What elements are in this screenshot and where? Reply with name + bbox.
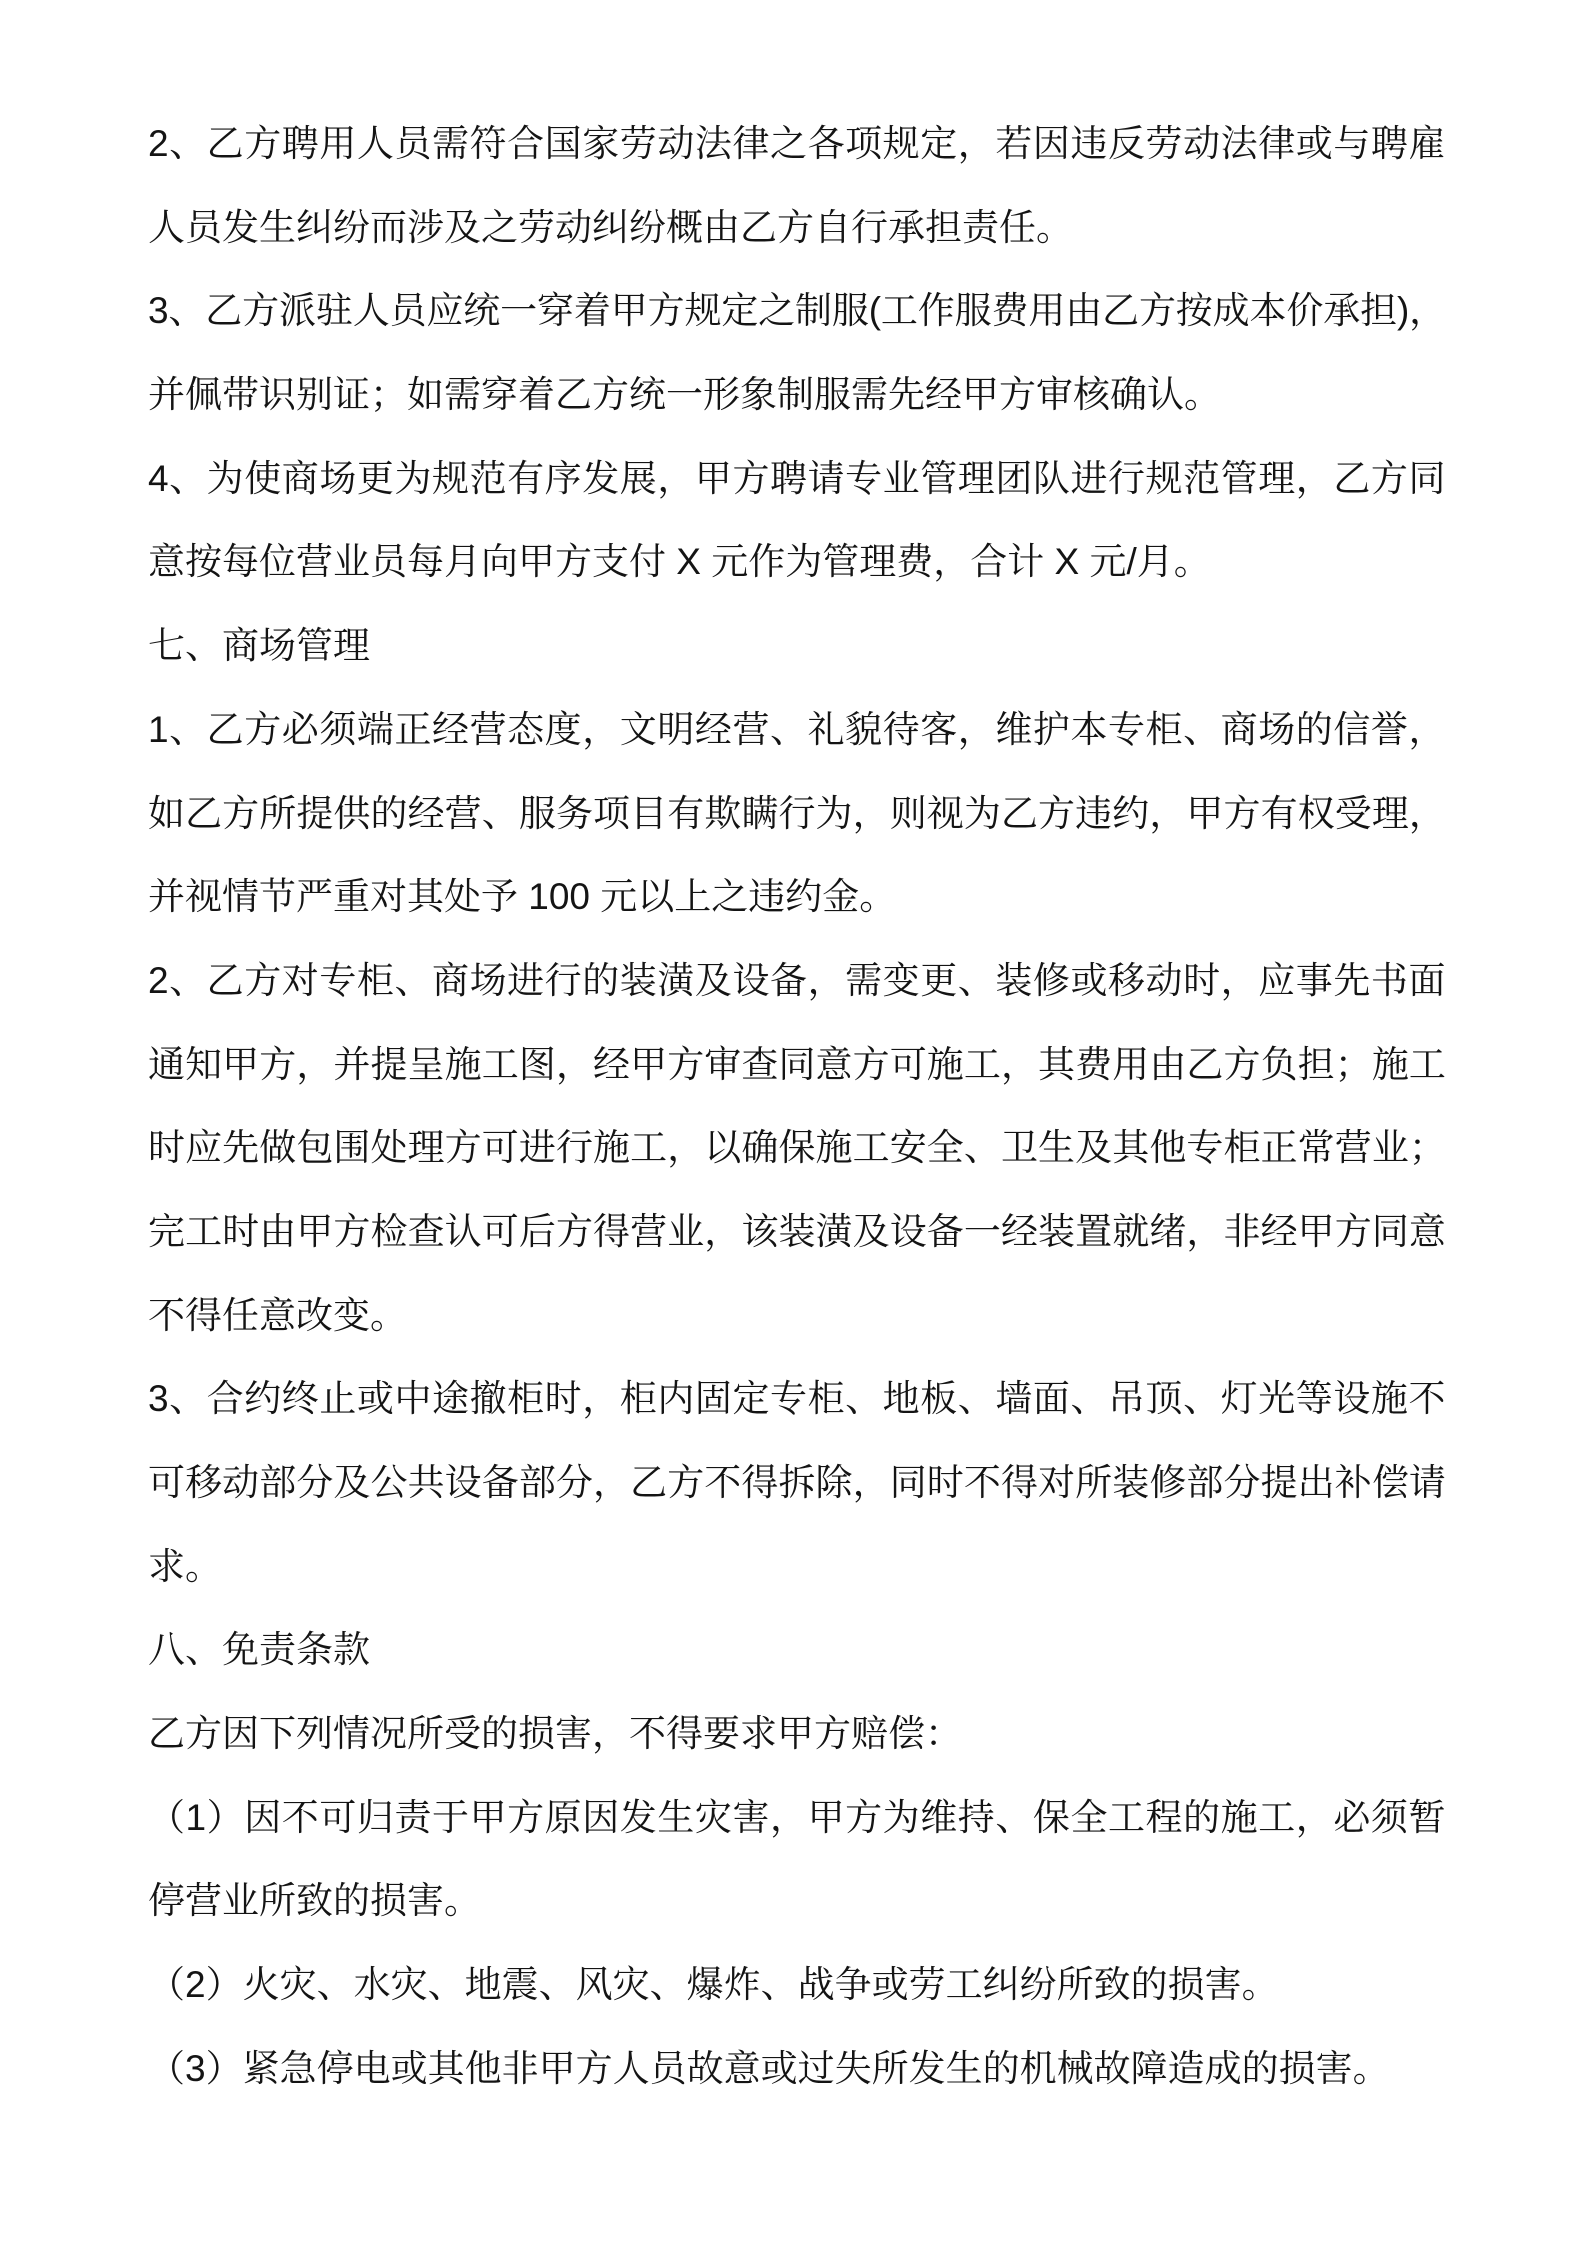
section-exemption: [148, 1608, 1446, 2110]
clause-line: 完工时由甲方检查认可后方得营业，该装潢及设备一经装置就绪，非经甲方同意: [148, 1210, 1446, 1252]
clause-line: 意按每位营业员每月向甲方支付 X 元作为管理费，合计 X 元/月。: [148, 541, 1211, 583]
clause-line: 2、乙方对专柜、商场进行的装潢及设备，需变更、装修或移动时，应事先书面: [148, 959, 1446, 1001]
clause-3: [148, 1357, 1446, 1608]
clause-line: 并佩带识别证；如需穿着乙方统一形象制服需先经甲方审核确认。: [148, 374, 1221, 416]
section-intro: 乙方因下列情况所受的损害，不得要求甲方赔偿：: [148, 1713, 962, 1755]
clause-line: 通知甲方，并提呈施工图，经甲方审查同意方可施工，其费用由乙方负担；施工: [148, 1043, 1446, 1085]
clause-line: 并视情节严重对其处予 100 元以上之违约金。: [148, 876, 897, 918]
clause-line: 人员发生纠纷而涉及之劳动纠纷概由乙方自行承担责任。: [148, 206, 1073, 248]
clause-2: [148, 939, 1446, 1357]
section-heading: 七、商场管理: [148, 625, 370, 667]
clause-line: 4、为使商场更为规范有序发展，甲方聘请专业管理团队进行规范管理，乙方同: [148, 457, 1446, 499]
clause-2: [148, 102, 1446, 269]
clause-1: [148, 688, 1446, 939]
clause-line: 不得任意改变。: [148, 1294, 407, 1336]
clause-line: 时应先做包围处理方可进行施工，以确保施工安全、卫生及其他专柜正常营业；: [148, 1127, 1446, 1169]
exemption-item-1: [148, 1776, 1446, 1943]
clause-line: 1、乙方必须端正经营态度，文明经营、礼貌待客，维护本专柜、商场的信誉，: [148, 708, 1446, 750]
clause-line: 3、乙方派驻人员应统一穿着甲方规定之制服(工作服费用由乙方按成本价承担)，: [148, 290, 1446, 332]
clause-3: [148, 269, 1446, 436]
section-heading: 八、免责条款: [148, 1629, 370, 1671]
list-item-line: （3）紧急停电或其他非甲方人员故意或过失所发生的机械故障造成的损害。: [148, 2047, 1390, 2089]
clause-4: [148, 437, 1446, 604]
document-body: [148, 102, 1446, 2111]
exemption-item-3: [148, 2027, 1446, 2111]
clause-line: 3、合约终止或中途撤柜时，柜内固定专柜、地板、墙面、吊顶、灯光等设施不: [148, 1378, 1446, 1420]
section-mall-management: [148, 604, 1446, 1608]
list-item-line: （2）火灾、水灾、地震、风灾、爆炸、战争或劳工纠纷所致的损害。: [148, 1964, 1279, 2006]
exemption-item-2: [148, 1943, 1446, 2027]
list-item-line: （1）因不可归责于甲方原因发生灾害，甲方为维持、保全工程的施工，必须暂: [148, 1796, 1446, 1838]
clause-line: 如乙方所提供的经营、服务项目有欺瞒行为，则视为乙方违约，甲方有权受理，: [148, 792, 1446, 834]
clause-line: 2、乙方聘用人员需符合国家劳动法律之各项规定，若因违反劳动法律或与聘雇: [148, 123, 1446, 164]
clause-line: 可移动部分及公共设备部分，乙方不得拆除，同时不得对所装修部分提出补偿请: [148, 1462, 1446, 1503]
list-item-line: 停营业所致的损害。: [148, 1880, 481, 1922]
clause-line: 求。: [148, 1545, 222, 1587]
